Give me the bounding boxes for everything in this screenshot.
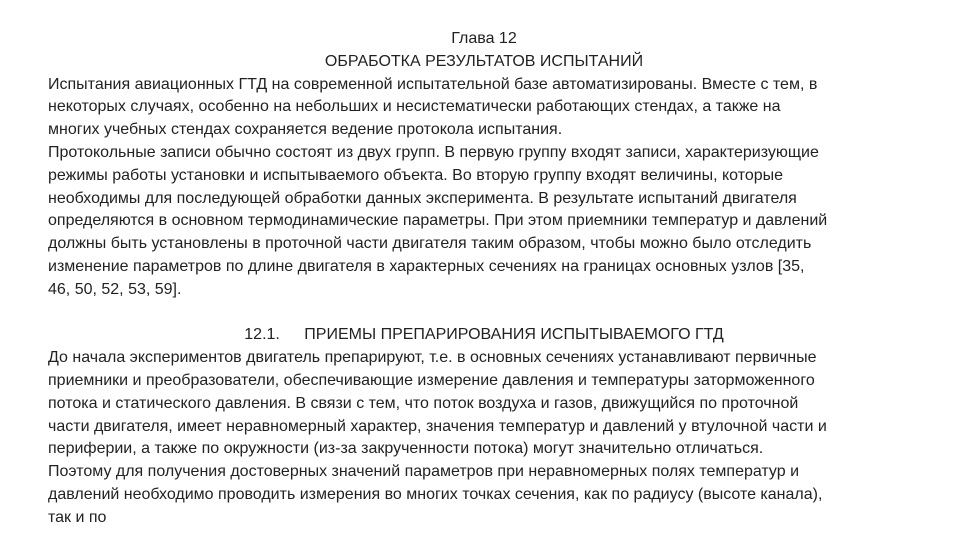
section-title: ПРИЕМЫ ПРЕПАРИРОВАНИЯ ИСПЫТЫВАЕМОГО ГТД [304, 326, 724, 344]
intro-paragraph-1: Испытания авиационных ГТД на современной испытательной базе автоматизированы. Вместе с тем, в некоторых случаях, особенно на небольших и несистематически работающих стендах, а также на многих учебных стендах сохраняется ведение протокола испытания. [48, 75, 818, 139]
section-paragraph-1: До начала экспериментов двигатель препарируют, т.е. в основных сечениях устанавливают первичные приемники и преобразователи, обеспечивающие измерение давления и температуры заторможенного потока и статического давления. В связи с тем, что поток воздуха и газов, движущийся по проточной части двигателя, имеет неравномерный характер, значения температур и давлений у втулочной части и периферии, а также по окружности (из-за закрученности потока) могут значительно отличаться. [48, 349, 827, 458]
section-number: 12.1. [244, 326, 280, 344]
section-paragraph-2: Поэтому для получения достоверных значений параметров при неравномерных полях температур и давлений необходимо проводить измерения во многих точках сечения, как по радиусу (высоте канала), так и по [48, 463, 823, 526]
chapter-label: Глава 12 [451, 30, 517, 47]
chapter-title: ОБРАБОТКА РЕЗУЛЬТАТОВ ИСПЫТАНИЙ [324, 52, 644, 70]
intro-paragraph-2: Протокольные записи обычно состоят из двух групп. В первую группу входят записи, характеризующие режимы работы установки и испытываемого объекта. Во вторую группу входят величины, которые необходимы для последующей обработки данных эксперимента. В результате испытаний двигателя определяются в основном термодинамические параметры. При этом приемники температур и давлений должны быть установлены в проточной части двигателя таким образом, чтобы можно было отследить изменение параметров по длине двигателя в характерных сечениях на границах основных узлов [35, 46, 50, 52, 53, 59]. [48, 143, 828, 298]
document-body [48, 28, 920, 530]
section-heading [48, 324, 920, 347]
blank-line [48, 302, 920, 325]
